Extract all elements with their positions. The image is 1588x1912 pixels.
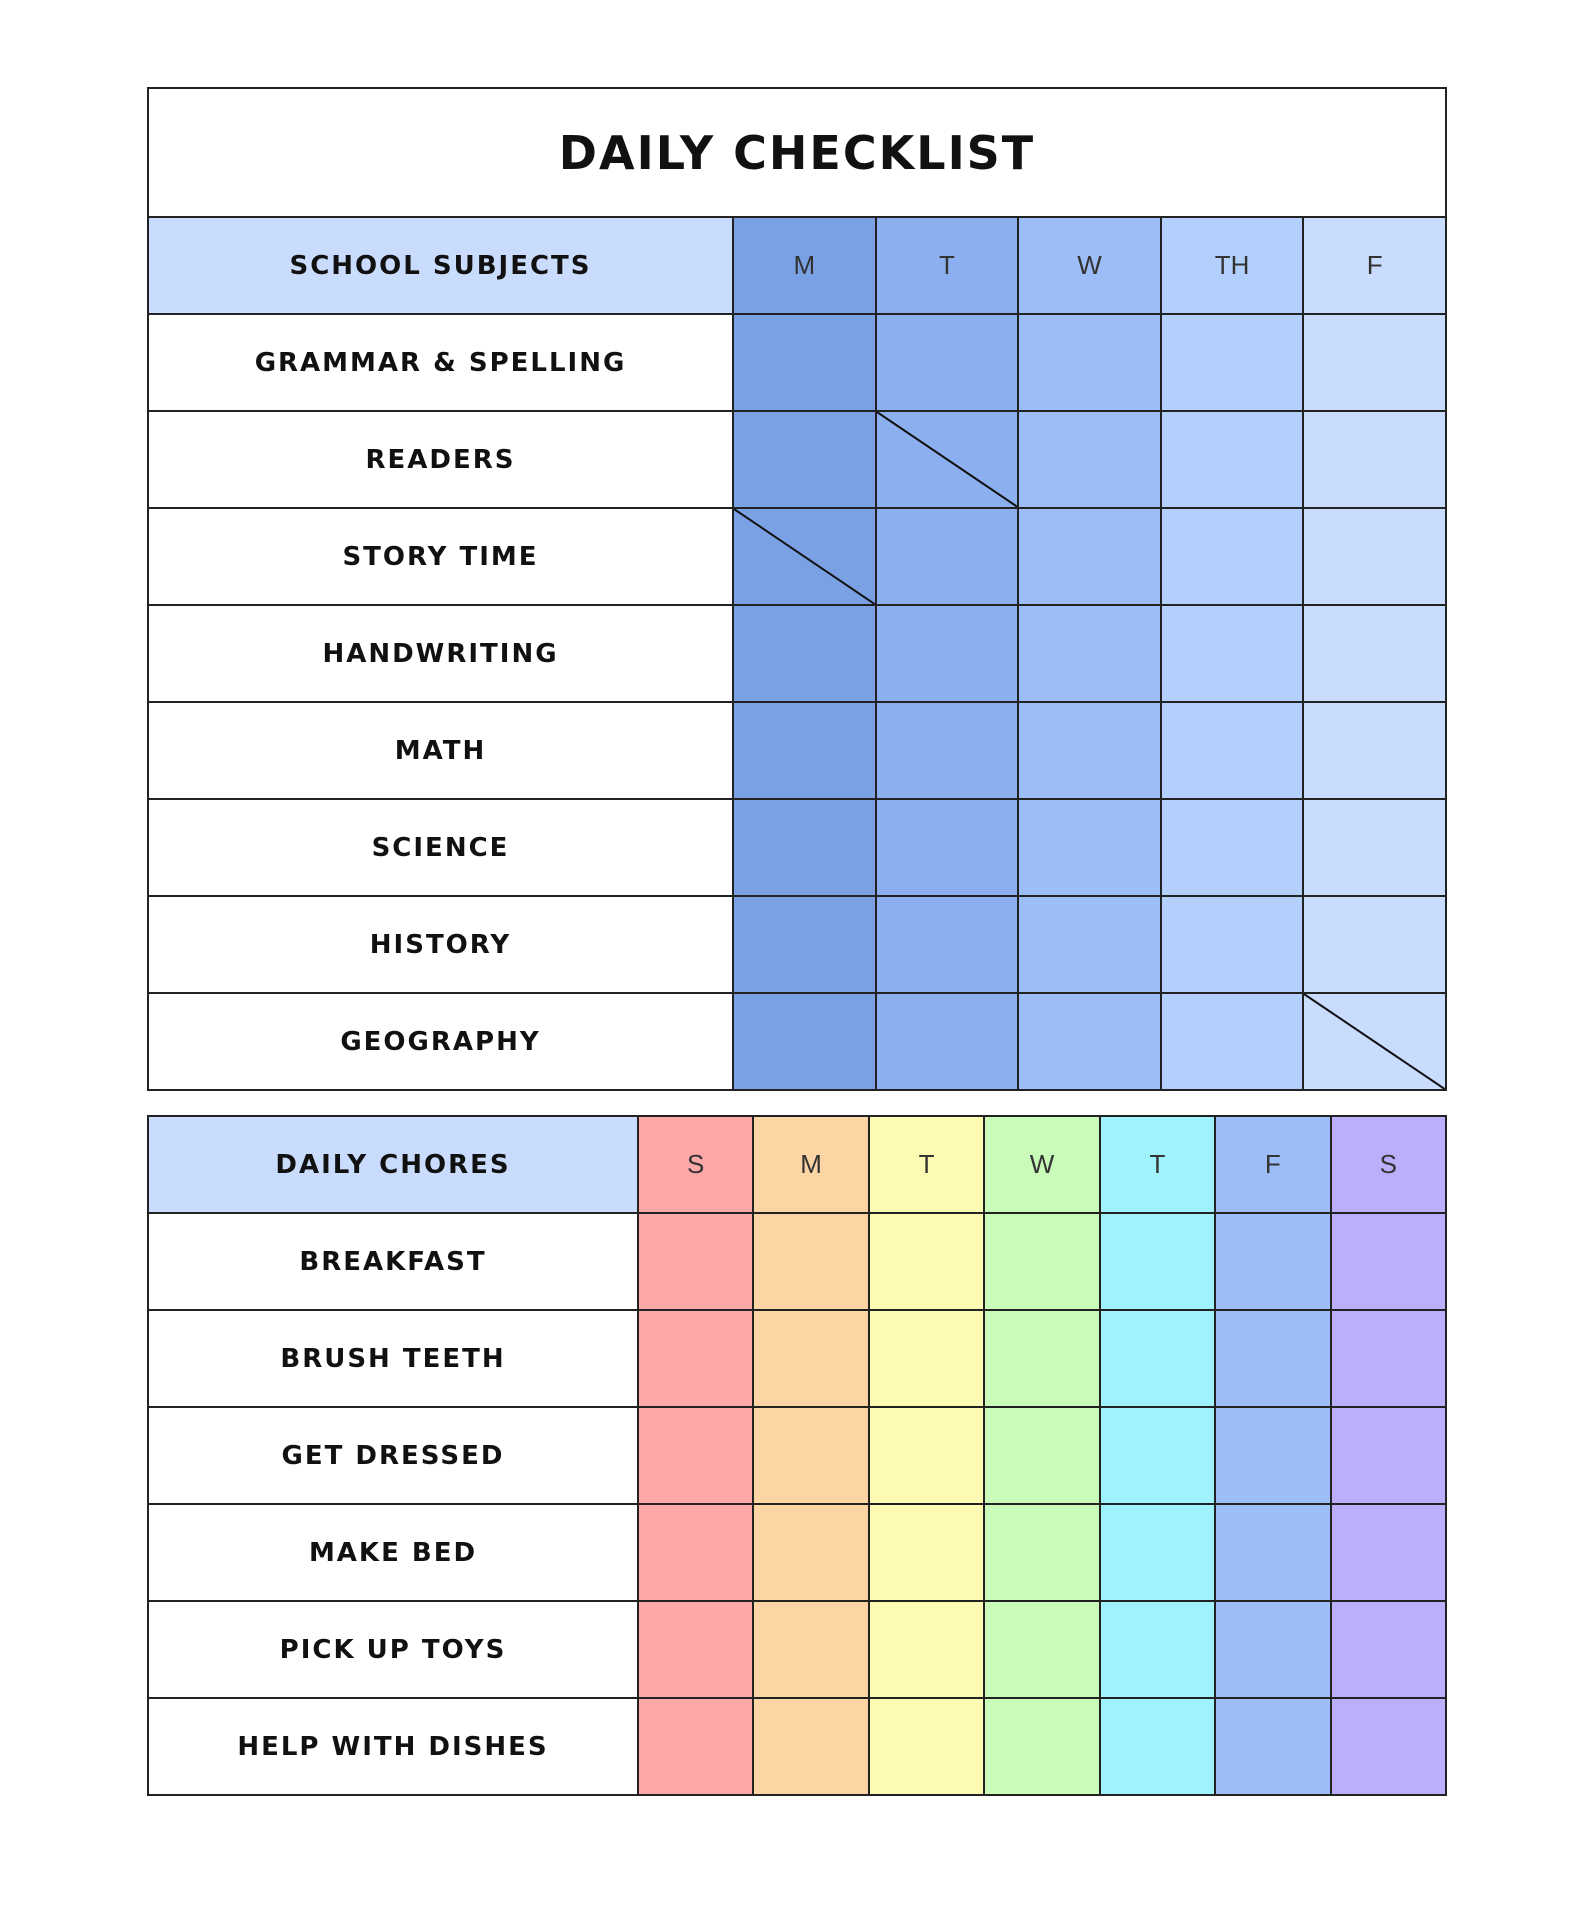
subject-check-cell[interactable]: [733, 896, 876, 993]
subject-check-cell[interactable]: [1018, 605, 1161, 702]
subject-check-cell[interactable]: [1018, 896, 1161, 993]
chore-check-cell[interactable]: [1215, 1310, 1330, 1407]
subject-check-cell[interactable]: [1161, 799, 1304, 896]
subject-check-cell[interactable]: [1303, 508, 1446, 605]
subject-check-cell[interactable]: [1161, 896, 1304, 993]
subjects-header-label: SCHOOL SUBJECTS: [148, 217, 733, 314]
subject-check-cell[interactable]: [1303, 314, 1446, 411]
chore-check-cell[interactable]: [1331, 1698, 1446, 1795]
subject-check-cell[interactable]: [733, 605, 876, 702]
chore-row: [148, 1213, 1446, 1310]
chore-check-cell[interactable]: [1331, 1407, 1446, 1504]
chore-check-cell[interactable]: [1100, 1698, 1215, 1795]
chore-check-cell[interactable]: [1331, 1601, 1446, 1698]
subject-label: HANDWRITING: [148, 605, 733, 702]
chore-check-cell[interactable]: [753, 1504, 868, 1601]
subject-row: [148, 508, 1446, 605]
day-header: S: [638, 1116, 753, 1213]
chore-check-cell[interactable]: [869, 1698, 984, 1795]
subject-check-cell[interactable]: [1018, 508, 1161, 605]
subject-check-cell[interactable]: [1161, 314, 1304, 411]
day-header: T: [869, 1116, 984, 1213]
chore-check-cell[interactable]: [1331, 1504, 1446, 1601]
day-header: T: [876, 217, 1019, 314]
subject-check-cell[interactable]: [876, 799, 1019, 896]
subject-label: GEOGRAPHY: [148, 993, 733, 1090]
chore-check-cell[interactable]: [1215, 1698, 1330, 1795]
day-header: W: [984, 1116, 1099, 1213]
chore-row: [148, 1698, 1446, 1795]
chore-check-cell[interactable]: [984, 1601, 1099, 1698]
checklist-sheet: [147, 87, 1447, 1796]
subject-check-cell[interactable]: [876, 508, 1019, 605]
subject-label: GRAMMAR & SPELLING: [148, 314, 733, 411]
subject-check-cell[interactable]: [1161, 702, 1304, 799]
subject-check-cell[interactable]: [876, 314, 1019, 411]
subject-row: [148, 605, 1446, 702]
chore-check-cell[interactable]: [1215, 1213, 1330, 1310]
subject-check-cell[interactable]: [876, 896, 1019, 993]
chore-label: PICK UP TOYS: [148, 1601, 638, 1698]
subject-check-cell[interactable]: [733, 799, 876, 896]
subject-check-cell[interactable]: [1303, 993, 1446, 1090]
subject-check-cell[interactable]: [876, 993, 1019, 1090]
chore-check-cell[interactable]: [638, 1310, 753, 1407]
subject-check-cell[interactable]: [733, 411, 876, 508]
chore-check-cell[interactable]: [753, 1213, 868, 1310]
subject-label: MATH: [148, 702, 733, 799]
subject-row: [148, 896, 1446, 993]
chore-check-cell[interactable]: [869, 1601, 984, 1698]
chore-check-cell[interactable]: [984, 1698, 1099, 1795]
chore-check-cell[interactable]: [638, 1213, 753, 1310]
chore-check-cell[interactable]: [753, 1407, 868, 1504]
subject-check-cell[interactable]: [1303, 799, 1446, 896]
subject-check-cell[interactable]: [1018, 411, 1161, 508]
chore-label: BRUSH TEETH: [148, 1310, 638, 1407]
chore-check-cell[interactable]: [638, 1504, 753, 1601]
chore-check-cell[interactable]: [753, 1310, 868, 1407]
chore-label: HELP WITH DISHES: [148, 1698, 638, 1795]
chore-check-cell[interactable]: [984, 1504, 1099, 1601]
subject-check-cell[interactable]: [1018, 314, 1161, 411]
school-subjects-table: [147, 216, 1447, 1091]
subject-check-cell[interactable]: [733, 508, 876, 605]
subject-check-cell[interactable]: [876, 605, 1019, 702]
subject-check-cell[interactable]: [733, 314, 876, 411]
subjects-header-row: [148, 217, 1446, 314]
chore-check-cell[interactable]: [984, 1310, 1099, 1407]
chore-check-cell[interactable]: [869, 1407, 984, 1504]
day-header: F: [1303, 217, 1446, 314]
chore-check-cell[interactable]: [869, 1310, 984, 1407]
chores-header-row: [148, 1116, 1446, 1213]
chore-check-cell[interactable]: [1100, 1407, 1215, 1504]
chore-check-cell[interactable]: [984, 1213, 1099, 1310]
subject-check-cell[interactable]: [1303, 411, 1446, 508]
subject-check-cell[interactable]: [733, 702, 876, 799]
subject-label: SCIENCE: [148, 799, 733, 896]
subject-check-cell[interactable]: [1018, 799, 1161, 896]
subject-label: STORY TIME: [148, 508, 733, 605]
check-slash-mark: [734, 509, 875, 604]
subject-check-cell[interactable]: [1161, 411, 1304, 508]
chore-check-cell[interactable]: [753, 1601, 868, 1698]
chore-label: MAKE BED: [148, 1504, 638, 1601]
day-header: S: [1331, 1116, 1446, 1213]
subject-row: [148, 411, 1446, 508]
chore-check-cell[interactable]: [1215, 1407, 1330, 1504]
chore-check-cell[interactable]: [869, 1504, 984, 1601]
chore-check-cell[interactable]: [1100, 1601, 1215, 1698]
day-header: F: [1215, 1116, 1330, 1213]
chore-check-cell[interactable]: [1331, 1213, 1446, 1310]
chore-check-cell[interactable]: [1331, 1310, 1446, 1407]
chore-row: [148, 1310, 1446, 1407]
chore-check-cell[interactable]: [869, 1213, 984, 1310]
subject-row: [148, 799, 1446, 896]
subject-check-cell[interactable]: [1018, 993, 1161, 1090]
check-slash-mark: [1304, 994, 1445, 1089]
chore-check-cell[interactable]: [1100, 1504, 1215, 1601]
day-header: M: [753, 1116, 868, 1213]
daily-chores-table: [147, 1115, 1447, 1796]
subject-check-cell[interactable]: [1161, 508, 1304, 605]
subject-row: [148, 314, 1446, 411]
chores-header-label: DAILY CHORES: [148, 1116, 638, 1213]
subject-label: HISTORY: [148, 896, 733, 993]
chore-check-cell[interactable]: [984, 1407, 1099, 1504]
chore-check-cell[interactable]: [638, 1601, 753, 1698]
day-header: TH: [1161, 217, 1304, 314]
subject-label: READERS: [148, 411, 733, 508]
chore-check-cell[interactable]: [1215, 1504, 1330, 1601]
subject-row: [148, 993, 1446, 1090]
subject-check-cell[interactable]: [733, 993, 876, 1090]
subject-check-cell[interactable]: [1303, 605, 1446, 702]
check-slash-mark: [877, 412, 1018, 507]
chore-check-cell[interactable]: [638, 1698, 753, 1795]
subject-check-cell[interactable]: [1303, 702, 1446, 799]
subject-check-cell[interactable]: [1161, 993, 1304, 1090]
page-title: DAILY CHECKLIST: [147, 87, 1447, 216]
chore-check-cell[interactable]: [1100, 1310, 1215, 1407]
subject-check-cell[interactable]: [1303, 896, 1446, 993]
chore-check-cell[interactable]: [753, 1698, 868, 1795]
day-header: W: [1018, 217, 1161, 314]
subject-row: [148, 702, 1446, 799]
subject-check-cell[interactable]: [1018, 702, 1161, 799]
subject-check-cell[interactable]: [876, 702, 1019, 799]
chore-check-cell[interactable]: [1100, 1213, 1215, 1310]
day-header: T: [1100, 1116, 1215, 1213]
chore-check-cell[interactable]: [1215, 1601, 1330, 1698]
chore-label: BREAKFAST: [148, 1213, 638, 1310]
chore-row: [148, 1504, 1446, 1601]
chore-check-cell[interactable]: [638, 1407, 753, 1504]
chore-label: GET DRESSED: [148, 1407, 638, 1504]
chore-row: [148, 1601, 1446, 1698]
subject-check-cell[interactable]: [1161, 605, 1304, 702]
chore-row: [148, 1407, 1446, 1504]
subject-check-cell[interactable]: [876, 411, 1019, 508]
day-header: M: [733, 217, 876, 314]
